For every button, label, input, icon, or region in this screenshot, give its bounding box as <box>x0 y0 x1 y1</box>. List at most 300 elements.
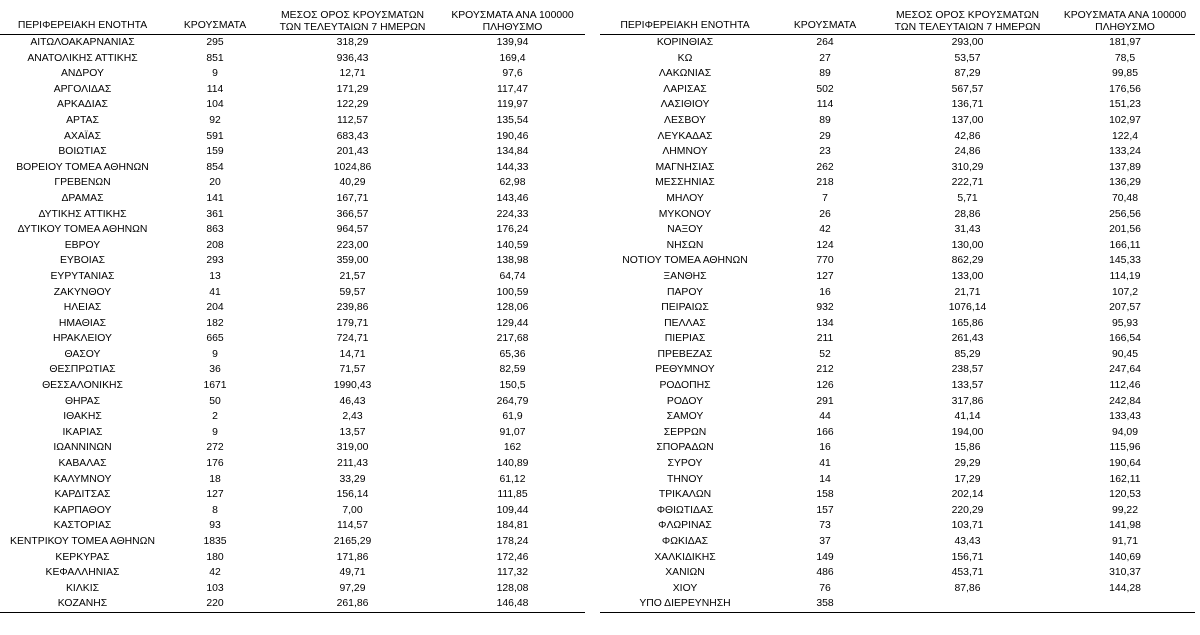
region-cell: ΑΡΤΑΣ <box>66 114 99 126</box>
cases-cell: 9 <box>212 68 218 80</box>
table-row <box>0 97 585 113</box>
cases-cell: 295 <box>206 37 224 48</box>
table-row <box>600 425 1195 441</box>
region-cell: ΣΑΜΟΥ <box>666 411 704 423</box>
region-cell: ΗΛΕΙΑΣ <box>63 302 102 314</box>
region-cell: ΑΝΔΡΟΥ <box>61 68 104 80</box>
cases-cell: 361 <box>206 208 224 220</box>
per-100000-cell: 190,46 <box>496 130 529 142</box>
avg-7-days-cell: 223,00 <box>336 239 369 251</box>
cases-cell: 124 <box>816 239 834 251</box>
per-100000-cell: 150,5 <box>499 380 526 392</box>
header-cases: ΚΡΟΥΣΜΑΤΑ <box>165 10 265 35</box>
cases-cell: 180 <box>206 551 224 563</box>
table-row <box>600 581 1195 597</box>
avg-7-days-cell: 261,86 <box>265 596 440 612</box>
per-100000-cell: 140,59 <box>496 239 529 251</box>
cases-cell: 127 <box>816 270 834 282</box>
per-100000-cell: 111,85 <box>497 489 528 501</box>
region-cell: ΑΧΑΪΑΣ <box>63 130 102 142</box>
avg-7-days-cell: 310,29 <box>951 161 984 173</box>
right-cases-table <box>600 10 1195 613</box>
avg-7-days-cell: 239,86 <box>336 302 369 314</box>
cases-cell: 16 <box>819 286 831 298</box>
region-cell: ΣΠΟΡΑΔΩΝ <box>656 442 714 454</box>
region-cell: ΤΡΙΚΑΛΩΝ <box>658 489 712 501</box>
cases-cell: 36 <box>209 364 221 376</box>
table-row <box>600 238 1195 254</box>
cases-cell: 29 <box>819 130 831 142</box>
table-row <box>0 51 585 67</box>
per-100000-cell: 107,2 <box>1111 286 1138 298</box>
cases-cell: 218 <box>816 177 834 189</box>
region-cell: ΙΩΑΝΝΙΝΩΝ <box>53 442 112 454</box>
region-cell: ΦΘΙΩΤΙΔΑΣ <box>656 504 714 516</box>
cases-cell: 2 <box>212 411 218 423</box>
cases-cell: 272 <box>206 442 224 454</box>
avg-7-days-cell: 130,00 <box>951 239 984 251</box>
avg-7-days-cell: 103,71 <box>951 520 984 532</box>
table-row <box>600 97 1195 113</box>
table-row <box>600 472 1195 488</box>
per-100000-cell: 201,56 <box>1109 224 1141 236</box>
per-100000-cell: 64,74 <box>499 270 526 282</box>
region-cell: ΑΡΚΑΔΙΑΣ <box>57 99 108 111</box>
per-100000-cell: 140,69 <box>1109 551 1141 563</box>
table-row <box>600 51 1195 67</box>
table-row <box>0 222 585 238</box>
avg-7-days-cell: 293,00 <box>951 37 984 48</box>
avg-7-days-cell: 114,57 <box>336 520 368 532</box>
region-cell: ΛΗΜΝΟΥ <box>662 146 708 158</box>
cases-cell: 50 <box>209 395 221 407</box>
region-cell: ΡΕΘΥΜΝΟΥ <box>655 364 715 376</box>
per-100000-cell: 99,22 <box>1111 504 1138 516</box>
per-100000-cell: 117,47 <box>496 83 528 95</box>
avg-7-days-cell: 71,57 <box>339 364 366 376</box>
region-cell: ΚΕΡΚΥΡΑΣ <box>55 551 110 563</box>
per-100000-cell: 119,97 <box>496 99 528 111</box>
cases-cell: 863 <box>206 224 224 236</box>
cases-cell: 502 <box>816 83 834 95</box>
table-row <box>0 425 585 441</box>
avg-7-days-cell: 319,00 <box>336 442 369 454</box>
table-row <box>0 191 585 207</box>
header-avg-line1: ΜΕΣΟΣ ΟΡΟΣ ΚΡΟΥΣΜΑΤΩΝ <box>895 10 1039 21</box>
cases-cell: 89 <box>819 68 831 80</box>
cases-cell: 93 <box>209 520 221 532</box>
table-row <box>0 207 585 223</box>
table-row <box>600 487 1195 503</box>
avg-7-days-cell: 964,57 <box>336 224 369 236</box>
avg-7-days-cell: 87,29 <box>954 68 981 80</box>
header-row <box>0 10 585 35</box>
table-row <box>600 518 1195 534</box>
header-region: ΠΕΡΙΦΕΡΕΙΑΚΗ ΕΝΟΤΗΤΑ <box>0 10 165 35</box>
region-cell: ΛΑΣΙΘΙΟΥ <box>660 99 710 111</box>
cases-cell: 211 <box>816 333 834 345</box>
avg-7-days-cell: 12,71 <box>339 68 366 80</box>
region-cell: ΧΙΟΥ <box>672 582 698 594</box>
avg-7-days-cell: 171,29 <box>336 83 369 95</box>
region-cell: ΜΗΛΟΥ <box>666 192 704 204</box>
per-100000-cell: 128,06 <box>496 302 529 314</box>
cases-cell: 73 <box>819 520 831 532</box>
avg-7-days-cell: 171,86 <box>336 551 369 563</box>
avg-7-days-cell: 87,86 <box>954 582 981 594</box>
per-100000-cell: 100,59 <box>496 286 529 298</box>
avg-7-days-cell: 2,43 <box>342 411 363 423</box>
cases-cell: 770 <box>816 255 834 267</box>
avg-7-days-cell: 136,71 <box>951 99 984 111</box>
cases-cell: 141 <box>206 192 224 204</box>
cases-cell: 9 <box>212 348 218 360</box>
per-100000-cell: 97,6 <box>502 68 523 80</box>
avg-7-days-cell: 724,71 <box>336 333 369 345</box>
cases-cell: 103 <box>206 582 224 594</box>
cases-cell: 126 <box>816 380 834 392</box>
header-avg-7-days <box>265 10 440 35</box>
avg-7-days-cell: 133,00 <box>951 270 984 282</box>
region-cell: ΚΕΦΑΛΛΗΝΙΑΣ <box>45 567 120 579</box>
per-100000-cell: 162 <box>503 442 522 454</box>
header-region: ΠΕΡΙΦΕΡΕΙΑΚΗ ΕΝΟΤΗΤΑ <box>600 10 770 35</box>
cases-cell: 26 <box>819 208 831 220</box>
cases-cell: 591 <box>206 130 224 142</box>
table-row <box>0 113 585 129</box>
avg-7-days-cell: 194,00 <box>951 426 984 438</box>
cases-cell: 127 <box>206 489 224 501</box>
per-100000-cell: 140,89 <box>496 458 529 470</box>
left-table-body <box>0 35 585 613</box>
per-100000-cell: 120,53 <box>1109 489 1141 501</box>
table-row <box>0 285 585 301</box>
per-100000-cell: 144,33 <box>496 161 529 173</box>
cases-cell: 1671 <box>203 380 227 392</box>
avg-7-days-cell: 17,29 <box>954 473 981 485</box>
region-cell: ΣΥΡΟΥ <box>667 458 703 470</box>
table-row <box>600 300 1195 316</box>
region-cell: ΞΑΝΘΗΣ <box>663 270 707 282</box>
avg-7-days-cell: 359,00 <box>336 255 369 267</box>
avg-7-days-cell: 29,29 <box>954 458 981 470</box>
table-row <box>600 82 1195 98</box>
avg-7-days-cell: 13,57 <box>339 426 366 438</box>
cases-cell: 16 <box>819 442 831 454</box>
table-row <box>0 596 585 612</box>
region-cell: ΛΕΣΒΟΥ <box>664 114 706 126</box>
table-row <box>600 565 1195 581</box>
per-100000-cell: 217,68 <box>496 333 529 345</box>
avg-7-days-cell: 28,86 <box>954 208 981 220</box>
cases-cell: 52 <box>819 348 831 360</box>
per-100000-cell: 135,54 <box>496 114 529 126</box>
region-cell: ΙΚΑΡΙΑΣ <box>62 426 103 438</box>
table-row <box>600 316 1195 332</box>
right-table-body <box>600 35 1195 613</box>
region-cell: ΚΑΣΤΟΡΙΑΣ <box>53 520 112 532</box>
avg-7-days-cell: 179,71 <box>336 317 369 329</box>
region-cell: ΔΡΑΜΑΣ <box>61 192 104 204</box>
table-row <box>0 253 585 269</box>
region-cell: ΕΥΡΥΤΑΝΙΑΣ <box>50 270 115 282</box>
region-cell: ΠΕΙΡΑΙΩΣ <box>661 302 709 314</box>
per-100000-cell: 176,56 <box>1109 83 1141 95</box>
region-cell: ΜΥΚΟΝΟΥ <box>658 208 712 220</box>
table-row <box>600 503 1195 519</box>
cases-cell: 27 <box>819 52 831 64</box>
region-cell: ΚΟΡΙΝΘΙΑΣ <box>656 37 714 48</box>
cases-cell: 854 <box>206 161 224 173</box>
region-cell: ΗΡΑΚΛΕΙΟΥ <box>53 333 112 345</box>
cases-cell: 134 <box>816 317 834 329</box>
per-100000-cell: 166,11 <box>1109 239 1141 251</box>
avg-7-days-cell: 318,29 <box>336 37 369 48</box>
cases-cell: 176 <box>206 458 224 470</box>
cases-cell: 89 <box>819 114 831 126</box>
per-100000-cell: 129,44 <box>496 317 529 329</box>
region-cell: ΘΕΣΣΑΛΟΝΙΚΗΣ <box>42 380 123 392</box>
region-cell: ΕΥΒΟΙΑΣ <box>59 255 106 267</box>
table-row <box>600 35 1195 51</box>
region-cell: ΡΟΔΟΠΗΣ <box>659 380 711 392</box>
region-cell: ΚΑΡΠΑΘΟΥ <box>53 504 112 516</box>
cases-cell: 92 <box>209 114 221 126</box>
region-cell: ΠΡΕΒΕΖΑΣ <box>657 348 713 360</box>
avg-7-days-cell: 21,71 <box>954 286 981 298</box>
avg-7-days-cell: 97,29 <box>339 582 366 594</box>
per-100000-cell: 78,5 <box>1114 52 1136 64</box>
avg-7-days-cell: 137,00 <box>951 114 984 126</box>
table-row <box>0 175 585 191</box>
region-cell: ΧΑΛΚΙΔΙΚΗΣ <box>654 551 716 563</box>
avg-7-days-cell: 53,57 <box>954 52 981 64</box>
header-avg-line1: ΜΕΣΟΣ ΟΡΟΣ ΚΡΟΥΣΜΑΤΩΝ <box>280 10 424 21</box>
header-avg-line2: ΤΩΝ ΤΕΛΕΥΤΑΙΩΝ 7 ΗΜΕΡΩΝ <box>894 22 1041 33</box>
avg-7-days-cell: 21,57 <box>339 270 366 282</box>
table-row <box>0 347 585 363</box>
per-100000-cell: 102,97 <box>1109 114 1141 126</box>
per-100000-cell: 144,28 <box>1109 582 1141 594</box>
avg-7-days-cell: 40,29 <box>339 177 366 189</box>
per-100000-cell: 91,07 <box>499 426 526 438</box>
per-100000-cell: 114,19 <box>1109 270 1141 282</box>
region-cell: ΔΥΤΙΚΟΥ ΤΟΜΕΑ ΑΘΗΝΩΝ <box>17 224 148 236</box>
region-cell: ΝΑΞΟΥ <box>667 224 703 236</box>
region-cell: ΗΜΑΘΙΑΣ <box>58 317 107 329</box>
avg-7-days-cell: 49,71 <box>339 567 366 579</box>
cases-cell: 44 <box>819 411 831 423</box>
cases-cell: 114 <box>206 83 224 95</box>
cases-cell: 18 <box>209 473 221 485</box>
cases-cell: 182 <box>206 317 224 329</box>
avg-7-days-cell: 112,57 <box>336 114 368 126</box>
region-cell: ΜΑΓΝΗΣΙΑΣ <box>655 161 715 173</box>
per-100000-cell: 90,45 <box>1111 348 1138 360</box>
avg-7-days-cell: 201,43 <box>336 146 369 158</box>
cases-cell: 208 <box>206 239 224 251</box>
cases-cell: 41 <box>209 286 221 298</box>
per-100000-cell: 310,37 <box>1109 567 1141 579</box>
table-row <box>600 550 1195 566</box>
region-cell: ΚΟΖΑΝΗΣ <box>0 596 165 612</box>
per-100000-cell: 178,24 <box>496 536 529 547</box>
avg-7-days-cell: 1076,14 <box>948 302 987 314</box>
per-100000-cell: 162,11 <box>1109 473 1141 485</box>
region-cell: ΑΝΑΤΟΛΙΚΗΣ ΑΤΤΙΚΗΣ <box>27 52 138 64</box>
table-row <box>600 378 1195 394</box>
table-row <box>600 175 1195 191</box>
table-row <box>0 394 585 410</box>
cases-cell: 262 <box>816 161 834 173</box>
per-100000-cell: 242,84 <box>1109 395 1141 407</box>
avg-7-days-cell: 31,43 <box>954 224 981 236</box>
table-row <box>600 285 1195 301</box>
table-row <box>600 534 1195 550</box>
cases-cell: 14 <box>819 473 831 485</box>
region-cell: ΧΑΝΙΩΝ <box>665 567 705 579</box>
cases-cell: 665 <box>206 333 224 345</box>
header-per-100000 <box>1055 10 1195 35</box>
avg-7-days-cell: 222,71 <box>951 177 984 189</box>
per-100000-cell: 112,46 <box>1109 380 1141 392</box>
per-100000-cell: 109,44 <box>496 504 529 516</box>
region-cell: ΣΕΡΡΩΝ <box>663 426 707 438</box>
per-100000-cell: 133,43 <box>1109 411 1141 423</box>
per-100000-cell: 247,64 <box>1109 364 1141 376</box>
cases-cell: 293 <box>206 255 224 267</box>
region-cell: ΒΟΙΩΤΙΑΣ <box>58 146 107 158</box>
avg-7-days-cell: 2165,29 <box>333 536 372 547</box>
table-row <box>0 362 585 378</box>
avg-7-days-cell: 43,43 <box>954 536 981 547</box>
table-row <box>0 518 585 534</box>
cases-cell: 37 <box>819 536 831 547</box>
table-row <box>0 144 585 160</box>
region-cell: ΡΟΔΟΥ <box>666 395 704 407</box>
per-100000-cell: 207,57 <box>1109 302 1141 314</box>
avg-7-days-cell: 85,29 <box>954 348 981 360</box>
cases-cell: 212 <box>816 364 834 376</box>
avg-7-days-cell: 366,57 <box>336 208 369 220</box>
cases-cell: 76 <box>819 582 831 594</box>
cases-cell: 264 <box>816 37 834 48</box>
per-100000-cell: 138,98 <box>496 255 529 267</box>
per-100000-cell: 117,32 <box>496 567 528 579</box>
table-row <box>0 160 585 176</box>
avg-7-days-cell: 238,57 <box>951 364 984 376</box>
table-row <box>0 300 585 316</box>
header-per-line2: ΠΛΗΘΥΣΜΟ <box>1095 22 1155 33</box>
table-row <box>600 394 1195 410</box>
cases-cell: 8 <box>212 504 218 516</box>
per-100000-cell: 143,46 <box>496 192 529 204</box>
per-100000-cell: 169,4 <box>499 52 526 64</box>
avg-7-days-cell: 7,00 <box>342 504 363 516</box>
table-row <box>0 534 585 550</box>
header-cases: ΚΡΟΥΣΜΑΤΑ <box>770 10 880 35</box>
cases-cell: 20 <box>209 177 221 189</box>
table-row <box>0 440 585 456</box>
cases-cell: 159 <box>206 146 224 158</box>
left-cases-table <box>0 10 585 613</box>
table-row <box>600 113 1195 129</box>
table-row <box>0 409 585 425</box>
region-cell: ΤΗΝΟΥ <box>666 473 704 485</box>
region-cell: ΥΠΟ ΔΙΕΡΕΥΝΗΣΗ <box>600 596 770 612</box>
per-100000-cell: 172,46 <box>496 551 529 563</box>
table-row <box>600 362 1195 378</box>
avg-7-days-cell: 261,43 <box>951 333 984 345</box>
region-cell: ΠΕΛΛΑΣ <box>664 317 706 329</box>
avg-7-days-cell: 1024,86 <box>333 161 372 173</box>
cases-cell: 291 <box>816 395 834 407</box>
per-100000-cell: 141,98 <box>1109 520 1141 532</box>
table-row <box>600 269 1195 285</box>
table-row <box>0 550 585 566</box>
cases-cell: 851 <box>206 52 224 64</box>
cases-cell: 486 <box>816 567 834 579</box>
cases-cell: 42 <box>209 567 221 579</box>
avg-7-days-cell: 211,43 <box>336 458 368 470</box>
region-cell: ΔΥΤΙΚΗΣ ΑΤΤΙΚΗΣ <box>38 208 127 220</box>
per-100000-cell: 91,71 <box>1111 536 1138 547</box>
per-100000-cell: 95,93 <box>1111 317 1138 329</box>
header-avg-line2: ΤΩΝ ΤΕΛΕΥΤΑΙΩΝ 7 ΗΜΕΡΩΝ <box>279 22 426 33</box>
cases-cell: 358 <box>770 596 880 612</box>
table-row <box>0 82 585 98</box>
avg-7-days-cell: 167,71 <box>336 192 369 204</box>
table-row <box>600 191 1195 207</box>
region-cell: ΘΕΣΠΡΩΤΙΑΣ <box>49 364 116 376</box>
per-100000-cell: 139,94 <box>496 37 529 48</box>
cases-cell: 166 <box>816 426 834 438</box>
cases-cell: 204 <box>206 302 224 314</box>
region-cell: ΕΒΡΟΥ <box>64 239 101 251</box>
avg-7-days-cell: 5,71 <box>957 192 978 204</box>
table-row <box>0 581 585 597</box>
cases-cell: 7 <box>822 192 828 204</box>
region-cell: ΠΑΡΟΥ <box>666 286 704 298</box>
table-row <box>600 222 1195 238</box>
per-100000-cell: 133,24 <box>1109 146 1141 158</box>
header-avg-7-days <box>880 10 1055 35</box>
region-cell: ΛΑΚΩΝΙΑΣ <box>658 68 712 80</box>
per-100000-cell: 146,48 <box>440 596 585 612</box>
avg-7-days-cell: 1990,43 <box>333 380 372 392</box>
avg-7-days-cell: 33,29 <box>339 473 366 485</box>
header-row <box>600 10 1195 35</box>
region-cell: ΛΕΥΚΑΔΑΣ <box>657 130 713 142</box>
per-100000-cell: 70,48 <box>1111 192 1138 204</box>
table-row <box>0 378 585 394</box>
per-100000-cell: 94,09 <box>1111 426 1138 438</box>
cases-cell: 13 <box>209 270 221 282</box>
region-cell: ΝΗΣΩΝ <box>666 239 704 251</box>
avg-7-days-cell: 15,86 <box>954 442 981 454</box>
region-cell: ΑΡΓΟΛΙΔΑΣ <box>53 83 112 95</box>
header-per-100000 <box>440 10 585 35</box>
per-100000-cell: 61,12 <box>499 473 526 485</box>
table-row <box>600 440 1195 456</box>
table-row <box>600 129 1195 145</box>
table-row <box>0 456 585 472</box>
table-row <box>0 565 585 581</box>
avg-7-days-cell: 453,71 <box>951 567 984 579</box>
per-100000-cell: 145,33 <box>1109 255 1141 267</box>
avg-7-days-cell: 567,57 <box>951 83 984 95</box>
cases-cell: 1835 <box>203 536 227 547</box>
